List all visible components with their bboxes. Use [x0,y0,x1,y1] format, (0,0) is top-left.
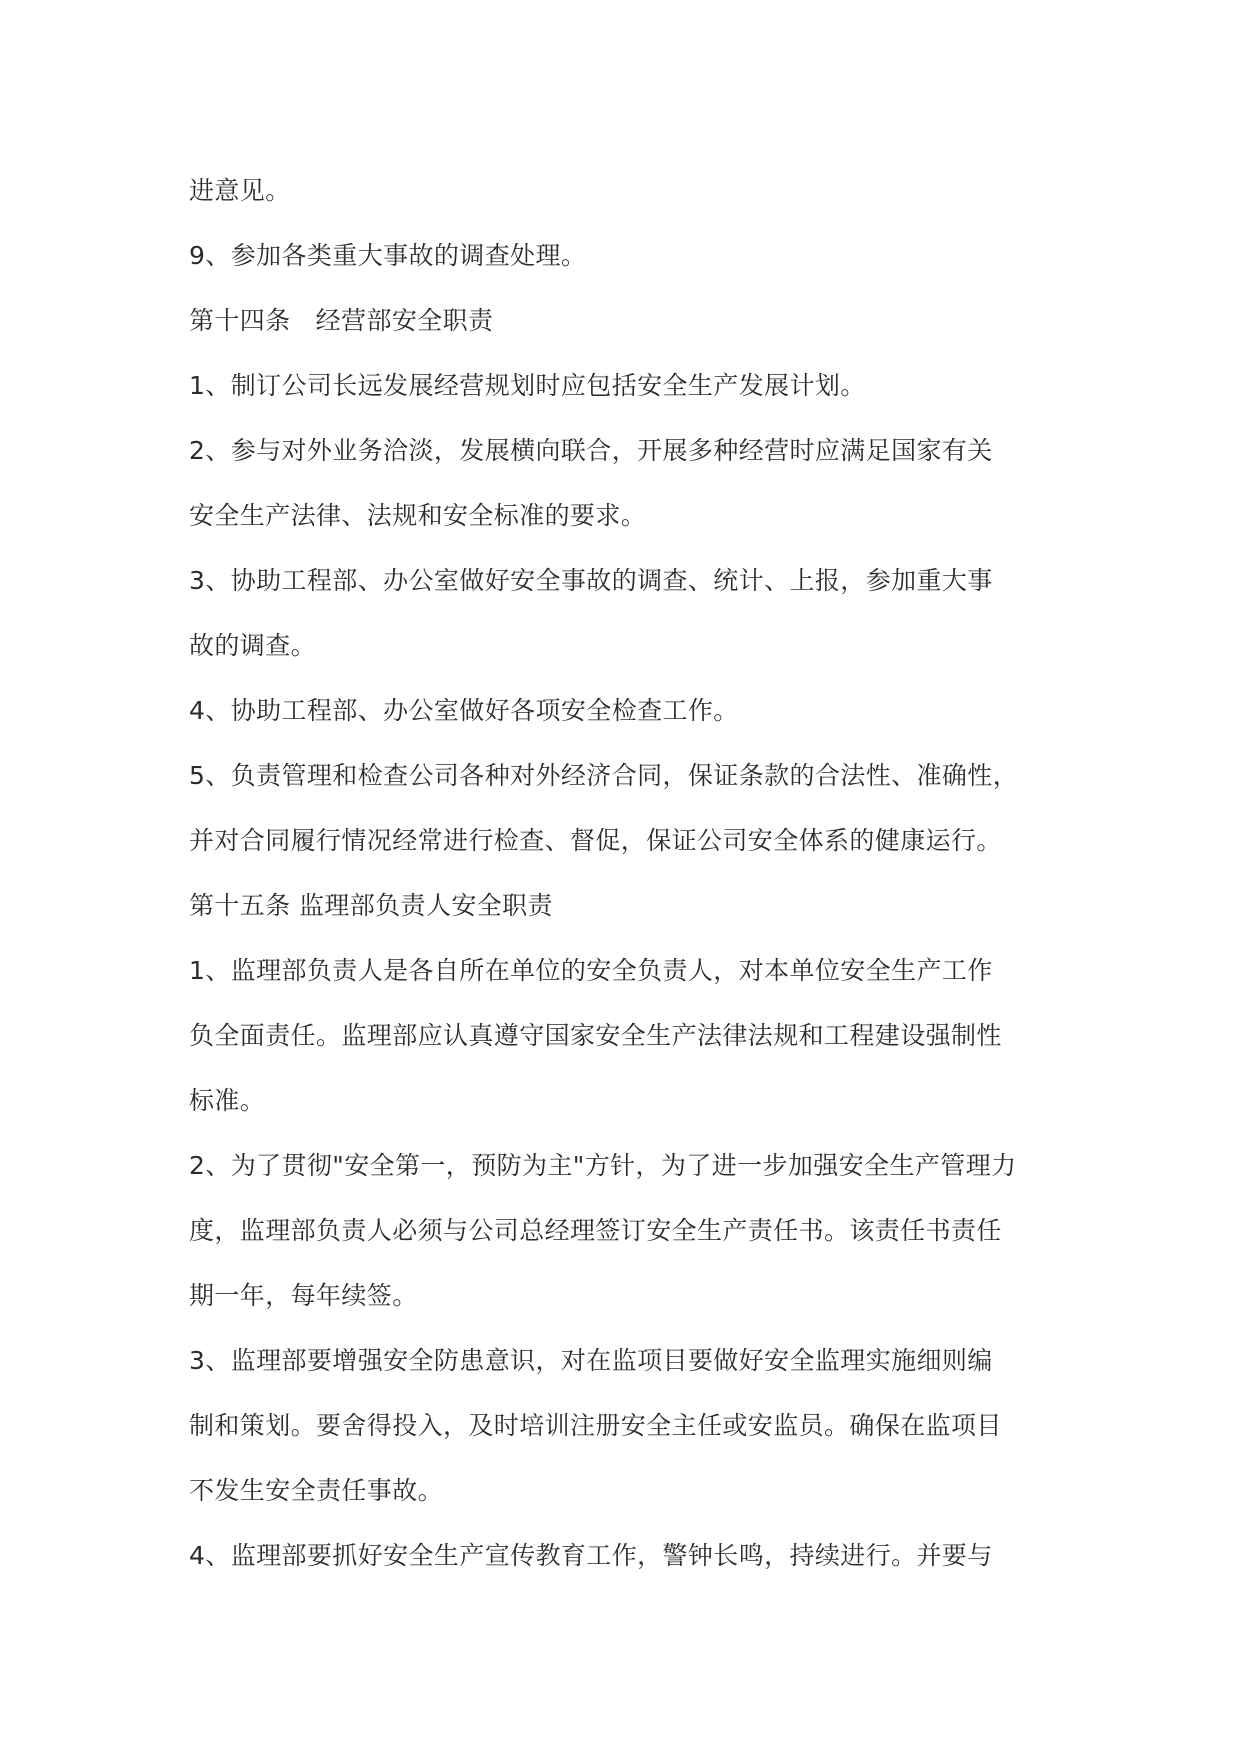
text-line: 进意见。 [189,176,291,205]
text-line: 1、监理部负责人是各自所在单位的安全负责人，对本单位安全生产工作 [189,956,993,985]
section-heading: 第十四条 经营部安全职责 [189,306,494,335]
text-line: 3、协助工程部、办公室做好安全事故的调查、统计、上报，参加重大事 [189,566,993,595]
text-line: 不发生安全责任事故。 [189,1476,444,1505]
text-line: 负全面责任。监理部应认真遵守国家安全生产法律法规和工程建设强制性 [189,1021,1002,1050]
text-line: 2、参与对外业务洽淡，发展横向联合，开展多种经营时应满足国家有关 [189,436,993,465]
text-line: 3、监理部要增强安全防患意识，对在监项目要做好安全监理实施细则编 [189,1346,993,1375]
text-line: 制和策划。要舍得投入，及时培训注册安全主任或安监员。确保在监项目 [189,1411,1002,1440]
text-line: 2、为了贯彻"安全第一，预防为主"方针，为了进一步加强安全生产管理力 [189,1151,1017,1180]
text-line: 并对合同履行情况经常进行检查、督促，保证公司安全体系的健康运行。 [189,826,1002,855]
text-line: 度，监理部负责人必须与公司总经理签订安全生产责任书。该责任书责任 [189,1216,1002,1245]
document-body [189,158,1055,1588]
text-line: 4、协助工程部、办公室做好各项安全检查工作。 [189,696,739,725]
text-line: 4、监理部要抓好安全生产宣传教育工作，警钟长鸣，持续进行。并要与 [189,1541,993,1570]
text-line: 安全生产法律、法规和安全标准的要求。 [189,501,647,530]
text-line: 5、负责管理和检查公司各种对外经济合同，保证条款的合法性、准确性， [189,761,1019,790]
text-line: 故的调查。 [189,631,317,660]
text-line: 9、参加各类重大事故的调查处理。 [189,241,587,270]
section-heading: 第十五条 监理部负责人安全职责 [189,891,553,920]
text-line: 标准。 [189,1086,266,1115]
text-line: 期一年，每年续签。 [189,1281,418,1310]
text-line: 1、制订公司长远发展经营规划时应包括安全生产发展计划。 [189,371,866,400]
